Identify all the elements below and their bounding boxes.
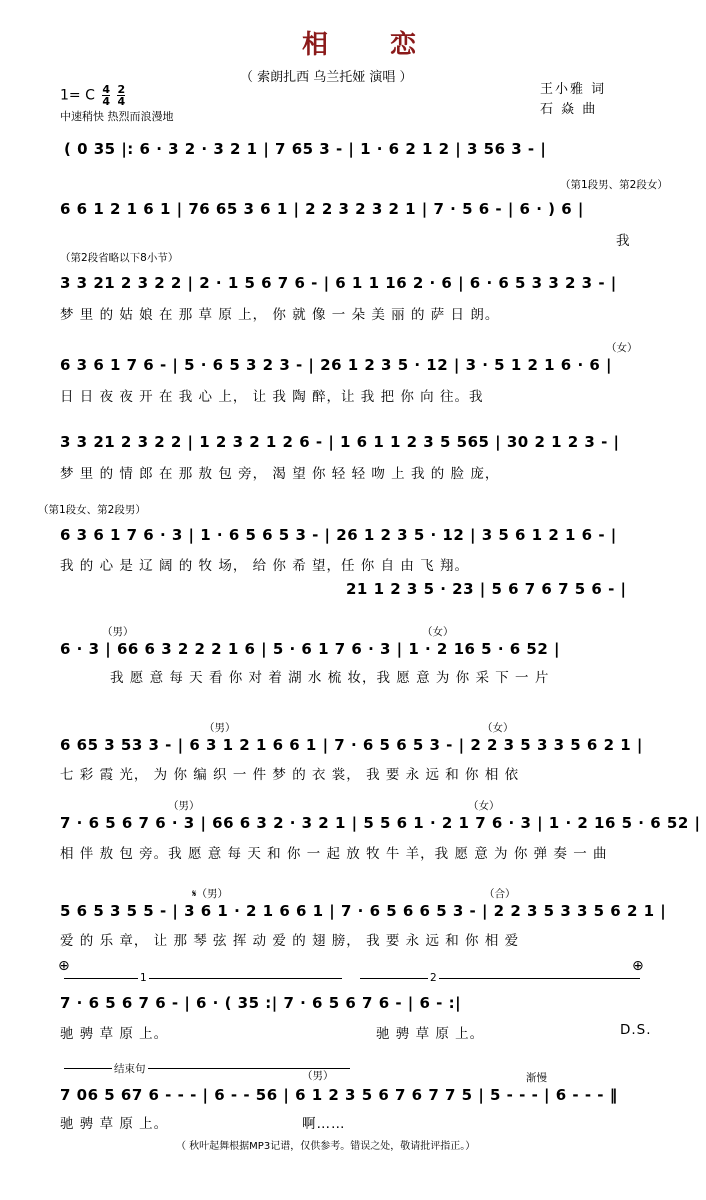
notation-line-alt: 21 1 2 3 5 · 23 | 5 6 7 6 7 5 6 - |: [346, 580, 627, 598]
lyric-line: 日 日 夜 夜 开 在 我 心 上， 让 我 陶 醉，让 我 把 你 向 往。我: [60, 389, 484, 405]
segment-note: （第2段省略以下8小节）: [60, 252, 179, 264]
chorus-mark: （合）: [484, 888, 516, 900]
lyric-line: 爱 的 乐 章， 让 那 琴 弦 挥 动 爱 的 翅 膀， 我 要 永 远 和 你 相 爱: [60, 933, 520, 949]
lyric-line: 驰 骋 草 原 上。: [60, 1116, 169, 1132]
notation-line: 6 65 3 53 3 - | 6 3 1 2 1 6 6 1 | 7 · 6 5 6 5 3 - | 2 2 3 5 3 3 5 6 2 1 |: [60, 736, 643, 754]
notation-line: 6 · 3 | 66 6 3 2 2 2 1 6 | 5 · 6 1 7 6 · 3 | 1 · 2 16 5 · 6 52 |: [60, 640, 560, 658]
female-mark: （女）: [482, 722, 514, 734]
key-signature: 1= C $\frac{4}{4}$ $\frac{2}{4}$: [60, 83, 126, 108]
notation-line: 7 · 6 5 6 7 6 - | 6 · ( 35 :| 7 · 6 5 6 7 6 - | 6 - :|: [60, 994, 462, 1012]
female-mark: （女）: [422, 626, 454, 638]
male-mark: （男）: [302, 1070, 334, 1082]
time-signature-1: $\frac{4}{4}$: [102, 83, 110, 108]
singers: （ 索朗扎西 乌兰托娅 演唱 ）: [240, 70, 413, 85]
segno-male-mark: 𝄋（男）: [192, 888, 229, 900]
notation-line: 6 3 6 1 7 6 - | 5 · 6 5 3 2 3 - | 26 1 2 3 5 · 12 | 3 · 5 1 2 1 6 · 6 |: [60, 356, 613, 374]
lyric-line-volta-1: 驰 骋 草 原 上。: [60, 1026, 169, 1042]
lyric-line: 梦 里 的 情 郎 在 那 敖 包 旁， 渴 望 你 轻 轻 吻 上 我 的 脸 庞，: [60, 466, 500, 482]
male-mark: （男）: [102, 626, 134, 638]
notation-line: ( 0 35 |: 6 · 3 2 · 3 2 1 | 7 65 3 - | 1 · 6 2 1 2 | 3 56 3 - |: [64, 140, 547, 158]
slow-down-mark: 渐慢: [526, 1072, 547, 1084]
lyric-line: 我 愿 意 每 天 看 你 对 着 湖 水 梳 妆，我 愿 意 为 你 采 下 一 片: [110, 670, 550, 686]
footnote: （ 秋叶起舞根据MP3记谱，仅供参考。错误之处，敬请批评指正。）: [176, 1141, 476, 1152]
male-mark: （男）: [204, 722, 236, 734]
song-title: 相 恋: [302, 30, 435, 60]
tempo-marking: 中速稍快 热烈而浪漫地: [60, 110, 174, 123]
lyric-line-volta-2: 驰 骋 草 原 上。: [376, 1026, 485, 1042]
lyric-line: 梦 里 的 姑 娘 在 那 草 原 上， 你 就 像 一 朵 美 丽 的 萨 日 朗。: [60, 307, 500, 323]
female-mark: （女）: [606, 342, 638, 354]
lyricist: 王小雅 词: [540, 82, 607, 97]
notation-line: 6 3 6 1 7 6 · 3 | 1 · 6 5 6 5 3 - | 26 1 2 3 5 · 12 | 3 5 6 1 2 1 6 - |: [60, 526, 617, 544]
notation-line: 7 06 5 67 6 - - - | 6 - - 56 | 6 1 2 3 5 6 7 6 7 7 5 | 5 - - - | 6 - - - ‖: [60, 1086, 618, 1104]
coda-icon: ⊕: [58, 958, 70, 974]
ending-label: 结束句: [114, 1063, 146, 1075]
volta-1-bracket: [64, 978, 342, 979]
notation-line: 3 3 21 2 3 2 2 | 2 · 1 5 6 7 6 - | 6 1 1 16 2 · 6 | 6 · 6 5 3 3 2 3 - |: [60, 274, 617, 292]
composer: 石 焱 曲: [540, 102, 598, 117]
segment-note: （第1段男、第2段女）: [560, 179, 668, 191]
lyric-line: 相 伴 敖 包 旁。我 愿 意 每 天 和 你 一 起 放 牧 牛 羊，我 愿 意 为 你 弹 奏 一 曲: [60, 846, 608, 862]
segment-note: （第1段女、第2段男）: [38, 504, 146, 516]
lyric-line: 我 的 心 是 辽 阔 的 牧 场， 给 你 希 望，任 你 自 由 飞 翔。: [60, 558, 469, 574]
notation-line: 7 · 6 5 6 7 6 · 3 | 66 6 3 2 · 3 2 1 | 5 5 6 1 · 2 1 7 6 · 3 | 1 · 2 16 5 · 6 52 |: [60, 814, 701, 832]
notation-line: 5 6 5 3 5 5 - | 3 6 1 · 2 1 6 6 1 | 7 · 6 5 6 6 5 3 - | 2 2 3 5 3 3 5 6 2 1 |: [60, 902, 667, 920]
time-signature-2: $\frac{2}{4}$: [117, 83, 126, 108]
coda-icon: ⊕: [632, 958, 644, 974]
lyric-line: 我: [616, 233, 631, 249]
dal-segno-mark: D.S.: [620, 1022, 652, 1038]
lyric-ah: 啊……: [302, 1116, 346, 1132]
notation-line: 3 3 21 2 3 2 2 | 1 2 3 2 1 2 6 - | 1 6 1 1 2 3 5 565 | 30 2 1 2 3 - |: [60, 433, 620, 451]
notation-line: 6 6 1 2 1 6 1 | 76 65 3 6 1 | 2 2 3 2 3 2 1 | 7 · 5 6 - | 6 · ) 6 |: [60, 200, 584, 218]
female-mark: （女）: [468, 800, 500, 812]
volta-1-number: 1: [140, 972, 147, 984]
volta-2-number: 2: [430, 972, 437, 984]
lyric-line: 七 彩 霞 光， 为 你 编 织 一 件 梦 的 衣 裳， 我 要 永 远 和 你 相 依: [60, 767, 520, 783]
male-mark: （男）: [168, 800, 200, 812]
volta-2-bracket: [360, 978, 640, 979]
